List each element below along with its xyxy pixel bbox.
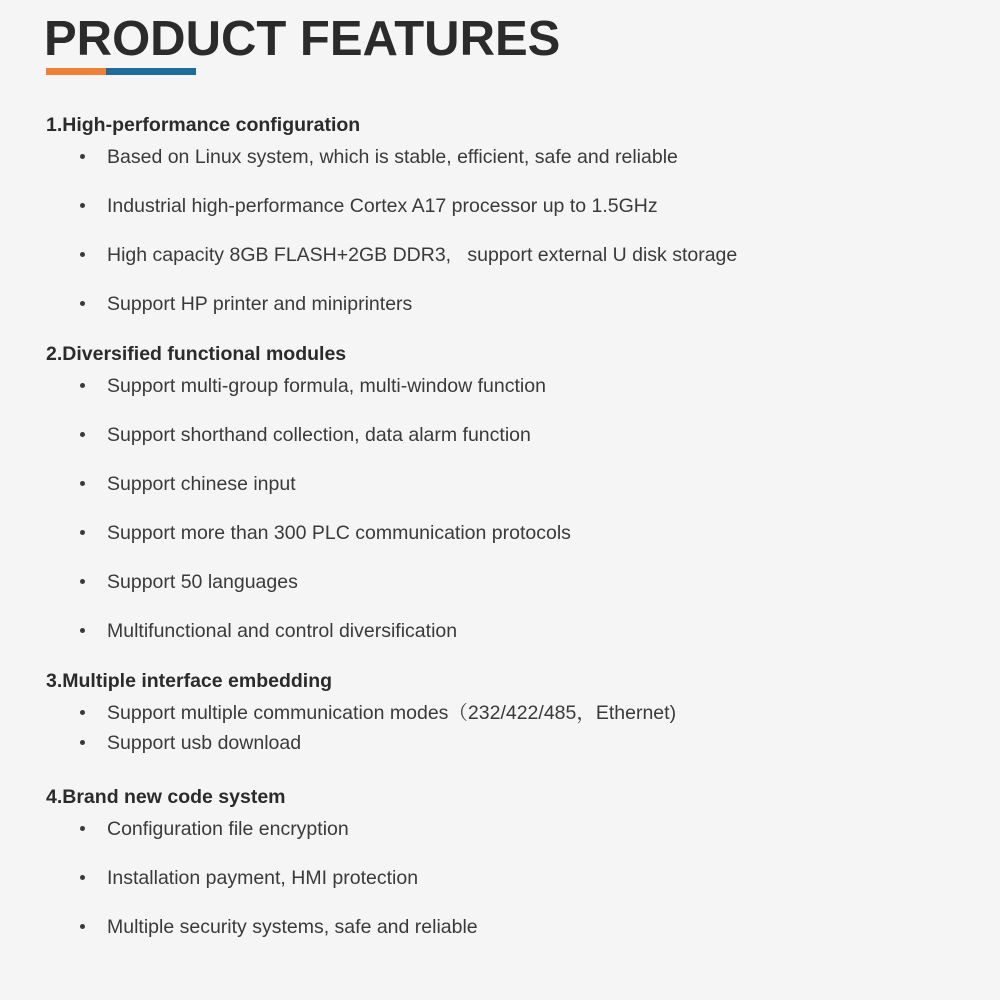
list-item — [0, 569, 1000, 595]
feature-section-3 — [0, 668, 1000, 770]
list-item — [0, 865, 1000, 891]
bullet-dot-icon — [80, 383, 85, 388]
list-item-text: Industrial high-performance Cortex A17 processor up to 1.5GHz — [107, 195, 658, 217]
list-item-text: Configuration file encryption — [107, 818, 349, 840]
list-item — [0, 471, 1000, 497]
list-item-text: Multiple security systems, safe and reliable — [107, 916, 478, 938]
list-item-text: Support usb download — [107, 732, 302, 754]
list-item — [0, 193, 1000, 219]
list-item-text: High capacity 8GB FLASH+2GB DDR3, support external U disk storage — [107, 244, 738, 266]
list-item — [0, 291, 1000, 317]
rule-segment-orange — [46, 68, 106, 75]
bullet-dot-icon — [80, 154, 85, 159]
list-item-text: Support HP printer and miniprinters — [107, 293, 413, 315]
feature-sections — [0, 112, 1000, 950]
bullet-dot-icon — [80, 710, 85, 715]
bullet-dot-icon — [80, 252, 85, 257]
list-item-text: Multifunctional and control diversification — [107, 620, 458, 642]
list-item-text: Support multi-group formula, multi-window function — [107, 375, 546, 397]
section-bullet-list — [0, 700, 1000, 770]
list-item — [0, 730, 1000, 756]
list-item-text: Installation payment, HMI protection — [107, 867, 419, 889]
list-item — [0, 520, 1000, 546]
list-item-text: Support multiple communication modes（232/422/485，Ethernet) — [107, 702, 677, 724]
list-item-text: Support more than 300 PLC communication protocols — [107, 522, 571, 544]
list-item — [0, 422, 1000, 448]
bullet-dot-icon — [80, 875, 85, 880]
rule-segment-blue — [106, 68, 196, 75]
list-item-text: Support shorthand collection, data alarm function — [107, 424, 531, 446]
list-item — [0, 242, 1000, 268]
bullet-dot-icon — [80, 301, 85, 306]
list-item — [0, 914, 1000, 940]
list-item-text: Support chinese input — [107, 473, 296, 495]
list-item-text: Support 50 languages — [107, 571, 298, 593]
bullet-dot-icon — [80, 203, 85, 208]
bullet-dot-icon — [80, 740, 85, 745]
bullet-dot-icon — [80, 530, 85, 535]
section-heading: 3.Multiple interface embedding — [46, 670, 333, 692]
page-title: PRODUCT FEATURES — [44, 12, 561, 66]
list-item — [0, 700, 1000, 726]
title-underline-rule — [46, 68, 196, 75]
list-item — [0, 144, 1000, 170]
bullet-dot-icon — [80, 432, 85, 437]
section-heading: 1.High-performance configuration — [46, 114, 361, 136]
list-item — [0, 816, 1000, 842]
section-bullet-list — [0, 373, 1000, 654]
section-bullet-list — [0, 816, 1000, 950]
bullet-dot-icon — [80, 481, 85, 486]
list-item-text: Based on Linux system, which is stable, efficient, safe and reliable — [107, 146, 678, 168]
bullet-dot-icon — [80, 924, 85, 929]
feature-section-1 — [0, 112, 1000, 327]
feature-section-4 — [0, 784, 1000, 950]
section-bullet-list — [0, 144, 1000, 327]
list-item — [0, 618, 1000, 644]
bullet-dot-icon — [80, 628, 85, 633]
section-heading: 4.Brand new code system — [46, 786, 286, 808]
bullet-dot-icon — [80, 826, 85, 831]
bullet-dot-icon — [80, 579, 85, 584]
list-item — [0, 373, 1000, 399]
feature-section-2 — [0, 341, 1000, 654]
section-heading: 2.Diversified functional modules — [46, 343, 347, 365]
